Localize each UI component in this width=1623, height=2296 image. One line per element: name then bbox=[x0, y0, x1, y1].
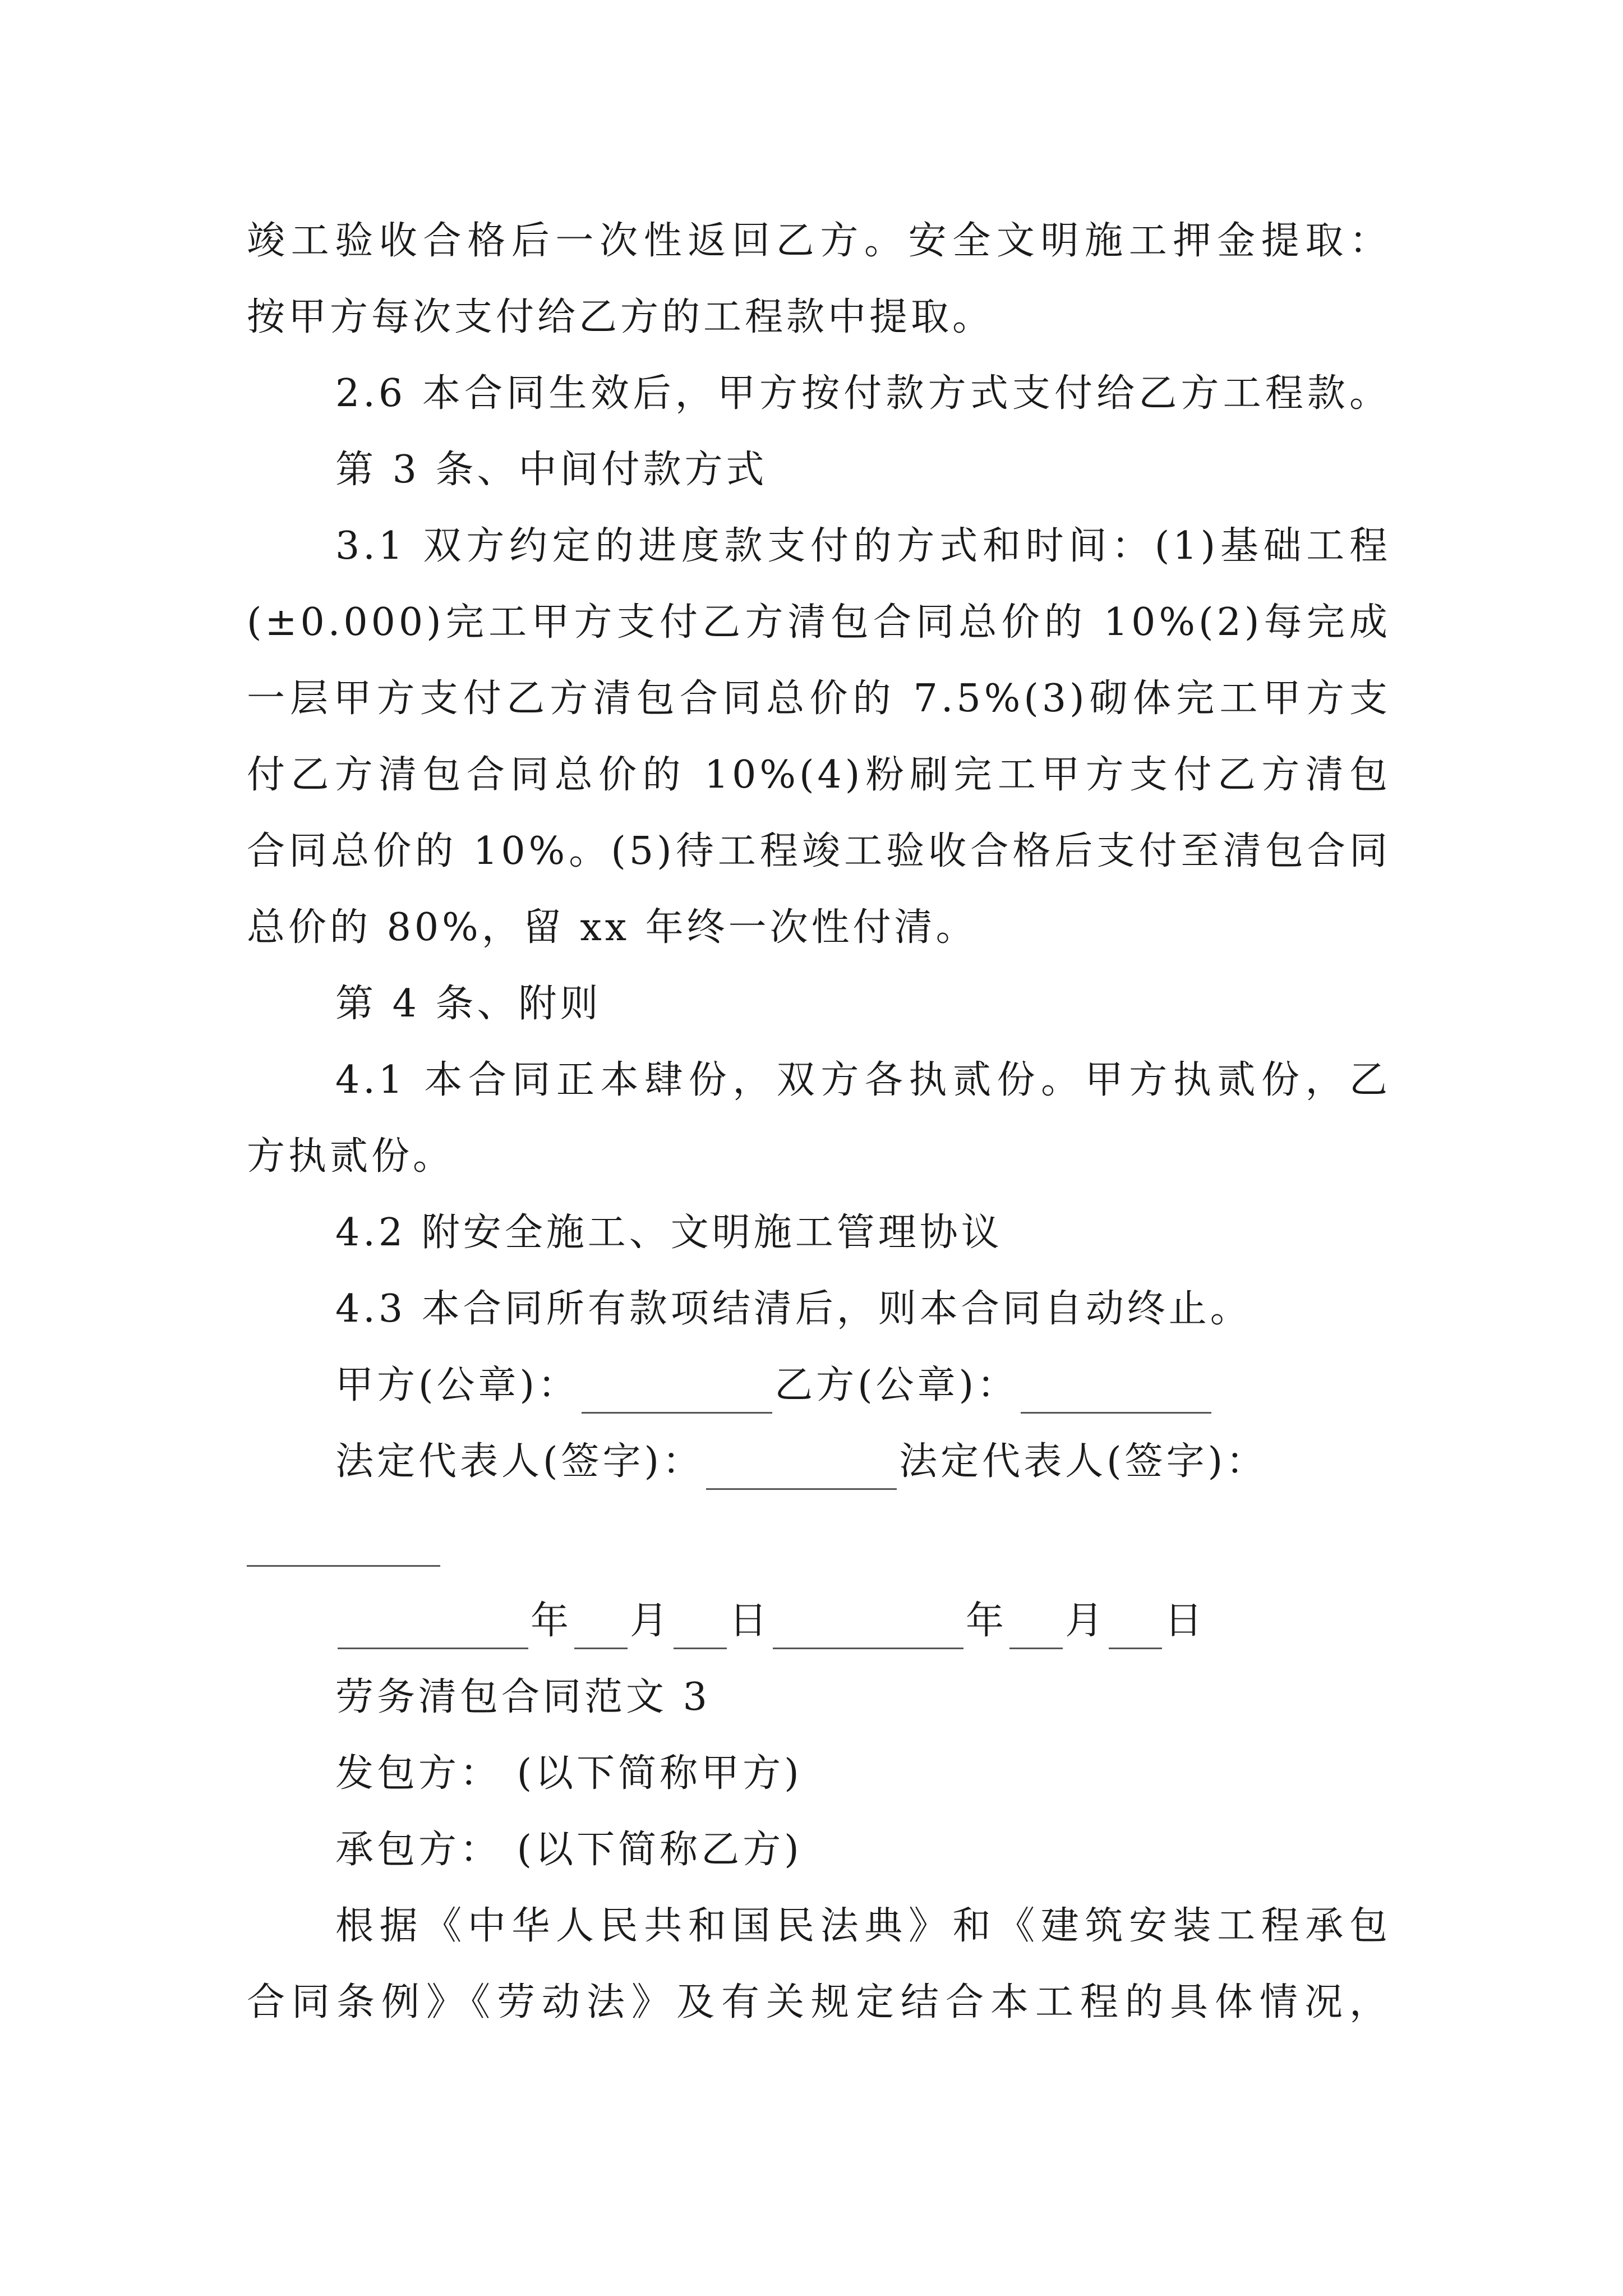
year-label: 年 bbox=[531, 1599, 573, 1643]
basis-line: 合同条例》《劳动法》及有关规定结合本工程的具体情况， bbox=[247, 1980, 1391, 2024]
party-b-seal-label: 乙方(公章)： bbox=[774, 1363, 1019, 1407]
party-b-rep-blank bbox=[247, 1554, 440, 1567]
party-a-rep-label: 法定代表人(签字)： bbox=[335, 1439, 704, 1484]
paragraph-line: 方执贰份。 bbox=[247, 1134, 455, 1179]
day-label: 日 bbox=[1164, 1599, 1206, 1643]
clause-4-3: 4.3 本合同所有款项结清后，则本合同自动终止。 bbox=[335, 1287, 1252, 1331]
employer-line: 发包方： (以下简称甲方) bbox=[335, 1751, 803, 1796]
article-3-heading: 第 3 条、中间付款方式 bbox=[335, 448, 768, 492]
month-label: 月 bbox=[630, 1599, 672, 1643]
basis-line: 根据《中华人民共和国民法典》和《建筑安装工程承包 bbox=[335, 1904, 1391, 1948]
contractor-line: 承包方： (以下简称乙方) bbox=[335, 1828, 803, 1872]
party-a-year-blank bbox=[338, 1606, 528, 1649]
party-a-rep-blank bbox=[706, 1447, 897, 1490]
party-a-seal-blank bbox=[582, 1370, 772, 1414]
article-4-heading: 第 4 条、附则 bbox=[335, 982, 602, 1026]
clause-2-6: 2.6 本合同生效后，甲方按付款方式支付给乙方工程款。 bbox=[335, 371, 1391, 416]
contract-3-title: 劳务清包合同范文 3 bbox=[335, 1675, 711, 1719]
day-label: 日 bbox=[729, 1599, 771, 1643]
paragraph-line: 总价的 80%，留 xx 年终一次性付清。 bbox=[247, 905, 978, 950]
party-b-month-blank bbox=[1009, 1606, 1063, 1649]
seal-row bbox=[335, 1358, 1391, 1414]
date-row bbox=[335, 1593, 1391, 1649]
party-b-rep-label: 法定代表人(签字)： bbox=[899, 1439, 1268, 1484]
party-a-month-blank bbox=[574, 1606, 628, 1649]
representative-row bbox=[335, 1434, 1391, 1490]
year-label: 年 bbox=[966, 1599, 1008, 1643]
party-b-seal-blank bbox=[1021, 1370, 1211, 1414]
clause-4-1: 4.1 本合同正本肆份，双方各执贰份。甲方执贰份，乙 bbox=[335, 1058, 1391, 1102]
party-b-year-blank bbox=[773, 1606, 963, 1649]
paragraph-line: 一层甲方支付乙方清包合同总价的 7.5%(3)砌体完工甲方支 bbox=[247, 677, 1391, 721]
party-b-day-blank bbox=[1109, 1606, 1162, 1649]
paragraph-line: 付乙方清包合同总价的 10%(4)粉刷完工甲方支付乙方清包 bbox=[247, 753, 1391, 797]
clause-3-1: 3.1 双方约定的进度款支付的方式和时间：(1)基础工程 bbox=[335, 524, 1391, 568]
paragraph-line: (±0.000)完工甲方支付乙方清包合同总价的 10%(2)每完成 bbox=[247, 600, 1391, 645]
clause-4-2: 4.2 附安全施工、文明施工管理协议 bbox=[335, 1211, 1003, 1255]
paragraph-line: 竣工验收合格后一次性返回乙方。安全文明施工押金提取： bbox=[247, 219, 1391, 263]
paragraph-line: 按甲方每次支付给乙方的工程款中提取。 bbox=[247, 295, 994, 339]
party-a-seal-label: 甲方(公章)： bbox=[335, 1363, 580, 1407]
paragraph-line: 合同总价的 10%。(5)待工程竣工验收合格后支付至清包合同 bbox=[247, 829, 1391, 873]
party-a-day-blank bbox=[674, 1606, 727, 1649]
month-label: 月 bbox=[1065, 1599, 1107, 1643]
